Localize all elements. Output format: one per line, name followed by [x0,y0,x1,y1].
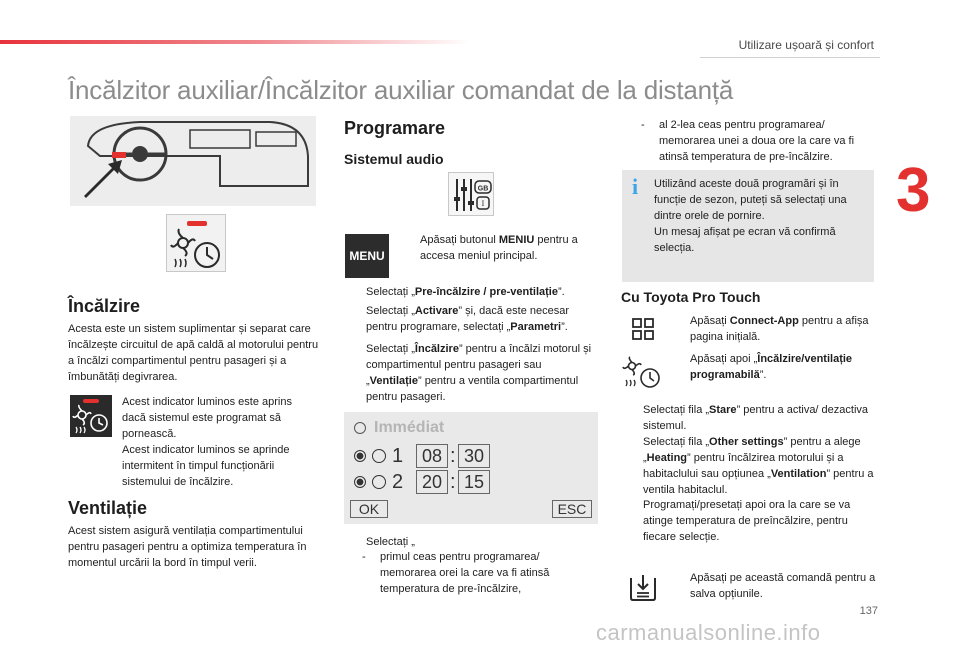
bullet-program-time [621,497,877,545]
bullet-text: ” pentru a ventila compartimentul pentru pasageri. [366,375,579,403]
bullet-text: Selectați fila „ [643,404,710,416]
immediate-label: Immédiat [374,419,445,436]
dash-mark: - [362,551,366,563]
bullet-text: ”. [759,369,767,381]
fan-clock-icon [622,356,662,390]
ok-button[interactable]: OK [350,500,388,518]
parameters-keyword: Parametri [510,321,562,333]
info-i-label: I [481,199,485,208]
connect-app-pictogram [632,318,654,340]
bullet-press-menu [398,232,598,264]
bullet-text: ” și, dacă este necesar pentru programare, selectați „ [366,305,570,333]
timer-2-radio[interactable] [354,476,366,488]
indicator-text: Acest indicator luminos este aprins dacă sistemul este programat să pornească. Acest indicator luminos se aprinde intermitent în timpul funcționării sistemului de încălzire. [122,396,292,488]
page-number: 137 [859,605,878,617]
toyota-pro-touch-heading: Cu Toyota Pro Touch [621,289,761,305]
bullet-mark [344,284,366,300]
bullet-text: pentru a accesa meniul principal. [420,234,578,262]
connect-app-keyword: Connect-App [729,315,799,327]
preheat-lamp-icon [70,395,112,437]
bullet-select-activate [344,303,600,335]
save-icon [628,573,658,603]
bullet-text: Selectați fila „ [643,436,710,448]
timer-1-radio[interactable] [354,450,366,462]
bullet-text: ” pentru a alege „ [643,436,861,464]
bullet-mark [344,534,366,550]
sub-first-timer [362,549,582,597]
activate-keyword: Activare [414,305,459,317]
dashboard-illustration [70,116,316,206]
bullet-text: Selectați „ [366,343,415,355]
bullet-mark [621,497,643,545]
timer-2-hour[interactable]: 20 [416,470,448,494]
menu-keyword: MENIU [498,234,535,246]
bullet-text: Selectați „ [366,286,415,298]
page-title: Încălzitor auxiliar/Încălzitor auxiliar comandat de la distanță [68,75,734,105]
heating-heading: Încălzire [68,296,141,316]
audio-system-heading: Sistemul audio [344,151,444,167]
bullet-mark [668,351,690,383]
timer-2-index: 2 [392,471,404,493]
clock-icon [372,449,386,463]
bullet-programmable-heating [668,351,878,383]
gb-label: GB [477,185,489,193]
bullet-mark [668,570,690,602]
sub-text: primul ceas pentru programarea/ memorarea orei la care va fi atinsă temperatura de pre-încălzire, [380,551,550,595]
bullet-text: ”. [561,321,568,333]
ventilation-option-keyword: Ventilation [770,468,827,480]
bullet-text: Apăsați [690,315,730,327]
bullet-text: Selectați „ [366,536,415,548]
timer-1-minute[interactable]: 30 [458,444,490,468]
programmable-keyword: Încălzire/ventilație programabilă [690,353,853,381]
programming-heading: Programare [344,118,446,138]
menu-button-pictogram: MENU [345,234,389,278]
bullet-select-preheat [344,284,600,300]
bullet-text: ” pentru încălzirea motorului și a habitaclului sau opțiunea „ [643,452,844,480]
heating-ventilation-pictogram [622,356,662,390]
bullet-tab-other-settings [621,434,877,498]
bullet-text: Programați/presetați apoi ora la care se va atinge temperatura de preîncălzire, pentru fiecare selecție. [643,499,851,543]
bullet-connect-app [668,313,878,345]
header-accent-bar [0,40,470,44]
bullet-save [668,570,878,602]
dashboard-drawing [70,116,316,206]
immediate-radio[interactable] [354,422,366,434]
status-keyword: Stare [709,404,737,416]
heating-text: Acesta este un sistem suplimentar și separat care încălzește circuitul de apă caldă al motorului pentru a încălzi compartimentul pentru pasageri și a îmbunătăți degivrarea. [68,323,319,383]
bullet-mark [621,434,643,498]
ventilation-heading: Ventilație [68,498,148,518]
bullet-select-heating [344,341,600,405]
warning-lamp-pictogram [70,395,112,437]
audio-settings-pictogram [448,172,494,216]
bullet-mark [344,341,366,405]
bullet-text: Apăsați pe această comandă pentru a salva opțiunile. [690,572,876,600]
clock-icon [372,475,386,489]
ventilation-text: Acest sistem asigură ventilația compartimentului pentru pasageri pentru a optimiza temperatura în momentul urcării la bord în timpul verii. [68,525,307,569]
bullet-text: ” pentru a activa/ dezactiva sistemul. [643,404,869,432]
bullet-mark [621,402,643,434]
bullet-mark [344,303,366,335]
bullet-text: Apăsați apoi „ [690,353,758,365]
sub-second-timer [641,117,877,165]
preheat-indicator-pictogram [166,214,226,272]
timer-1-hour[interactable]: 08 [416,444,448,468]
info-text: Utilizând aceste două programări și în funcție de sezon, puteți să selectați una dintre orele de pornire. Un mesaj afișat pe ecran vă confirmă selecția. [654,178,847,254]
esc-button[interactable]: ESC [552,500,592,518]
bullet-mark [398,232,420,264]
info-icon: i [632,174,639,199]
timer-screen-mockup [344,412,598,524]
bullet-tab-status [621,402,877,434]
equalizer-icon [449,173,495,217]
timer-1-index: 1 [392,445,404,467]
bullet-text: ”. [557,286,565,298]
ventilation-keyword: Ventilație [369,375,418,387]
dash-mark: - [641,119,645,131]
bullet-text: Apăsați butonul [420,234,499,246]
info-box [622,170,874,282]
bullet-text: ” pentru a ventila habitaclul. [643,468,874,496]
other-settings-keyword: Other settings [709,436,784,448]
sub-text: al 2-lea ceas pentru programarea/ memorarea unei a doua ore la care va fi atinsă temperatura de pre-încălzire. [659,119,855,163]
fan-clock-icon [167,215,227,273]
bullet-text: Selectați „ [366,305,415,317]
bullet-mark [668,313,690,345]
timer-2-minute[interactable]: 15 [458,470,490,494]
bullet-select-timer [344,534,600,550]
watermark: carmanualsonline.info [596,620,821,645]
heating-option-keyword: Heating [646,452,688,464]
heating-keyword: Încălzire [414,343,459,355]
save-pictogram [628,573,658,603]
bullet-text: ” pentru a încălzi motorul și compartimentul pentru pasageri sau „ [366,343,592,387]
preheat-keyword: Pre-încălzire / pre-ventilație [414,286,558,298]
bullet-text: pentru a afișa pagina inițială. [690,315,869,343]
time-separator: : [450,471,456,493]
chapter-number: 3 [896,156,931,225]
section-rule [700,57,880,58]
grid-icon [632,318,654,340]
time-separator: : [450,445,456,467]
section-label: Utilizare ușoară și confort [738,38,874,52]
